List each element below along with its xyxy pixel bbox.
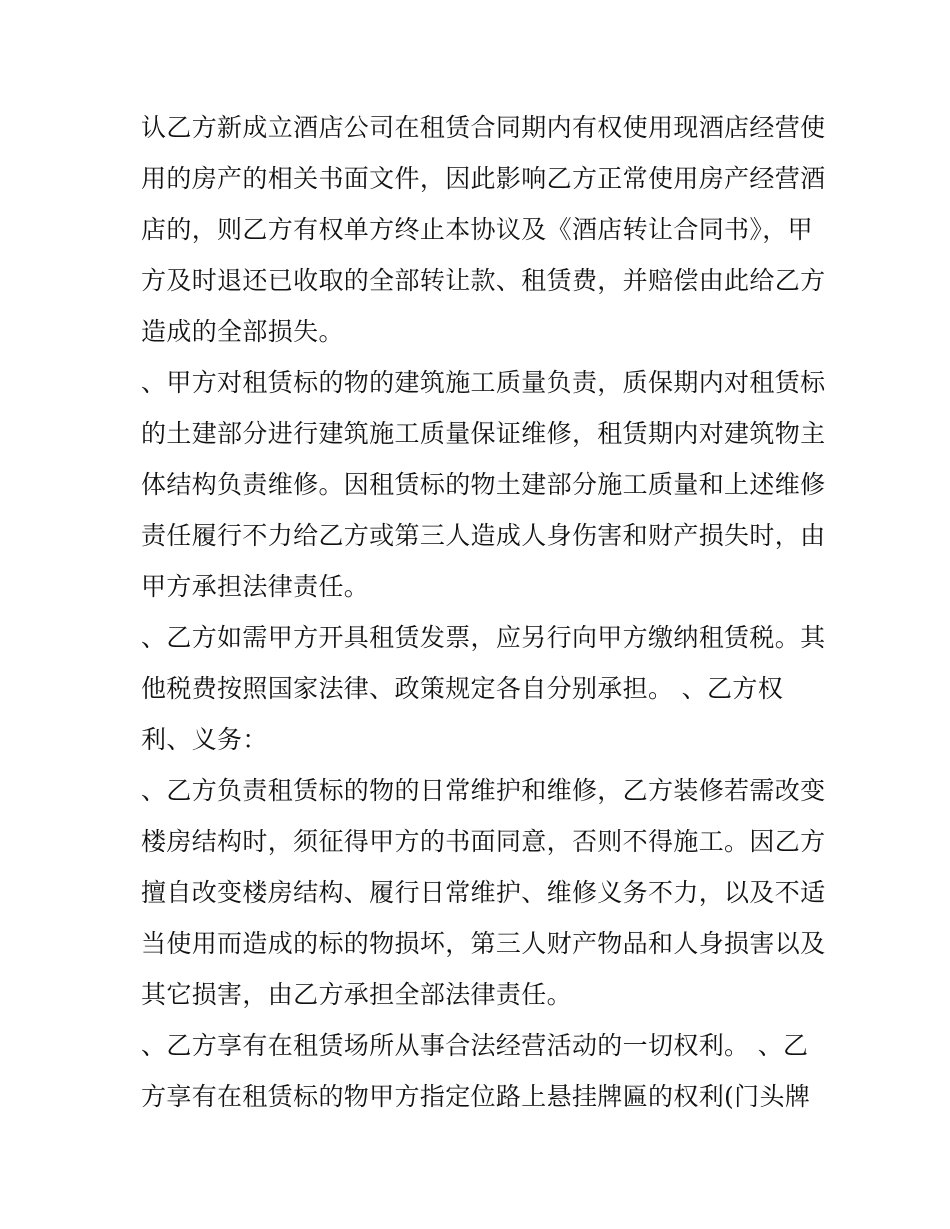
text-line: 的土建部分进行建筑施工质量保证维修，租赁期内对建筑物主 — [141, 419, 826, 448]
text-line: 、乙方享有在租赁场所从事合法经营活动的一切权利。 、乙 — [141, 1031, 809, 1060]
text-line: 方享有在租赁标的物甲方指定位路上悬挂牌匾的权利(门头牌 — [141, 1082, 811, 1111]
text-line: 当使用而造成的标的物损坏，第三人财产物品和人身损害以及 — [141, 929, 826, 958]
text-line: 用的房产的相关书面文件，因此影响乙方正常使用房产经营酒 — [141, 164, 826, 193]
text-line: 造成的全部损失。 — [141, 317, 344, 346]
text-line: 利、义务： — [141, 725, 268, 754]
text-line: 其它损害，由乙方承担全部法律责任。 — [141, 980, 572, 1009]
text-line: 楼房结构时，须征得甲方的书面同意，否则不得施工。因乙方 — [141, 827, 826, 856]
text-line: 责任履行不力给乙方或第三人造成人身伤害和财产损失时，由 — [141, 521, 826, 550]
text-line: 甲方承担法律责任。 — [141, 572, 370, 601]
text-line: 方及时退还已收取的全部转让款、租赁费，并赔偿由此给乙方 — [141, 266, 826, 295]
text-line: 、乙方如需甲方开具租赁发票，应另行向甲方缴纳租赁税。其 — [141, 623, 826, 652]
text-line: 、乙方负责租赁标的物的日常维护和维修，乙方装修若需改变 — [141, 776, 826, 805]
text-line: 体结构负责维修。因租赁标的物土建部分施工质量和上述维修 — [141, 470, 826, 499]
text-line: 他税费按照国家法律、政策规定各自分别承担。 、乙方权 — [141, 674, 784, 703]
text-line: 店的，则乙方有权单方终止本协议及《酒店转让合同书》，甲 — [141, 215, 813, 244]
text-line: 、甲方对租赁标的物的建筑施工质量负责，质保期内对租赁标 — [141, 368, 826, 397]
text-line: 擅自改变楼房结构、履行日常维护、维修义务不力，以及不适 — [141, 878, 826, 907]
text-line: 认乙方新成立酒店公司在租赁合同期内有权使用现酒店经营使 — [141, 113, 826, 142]
